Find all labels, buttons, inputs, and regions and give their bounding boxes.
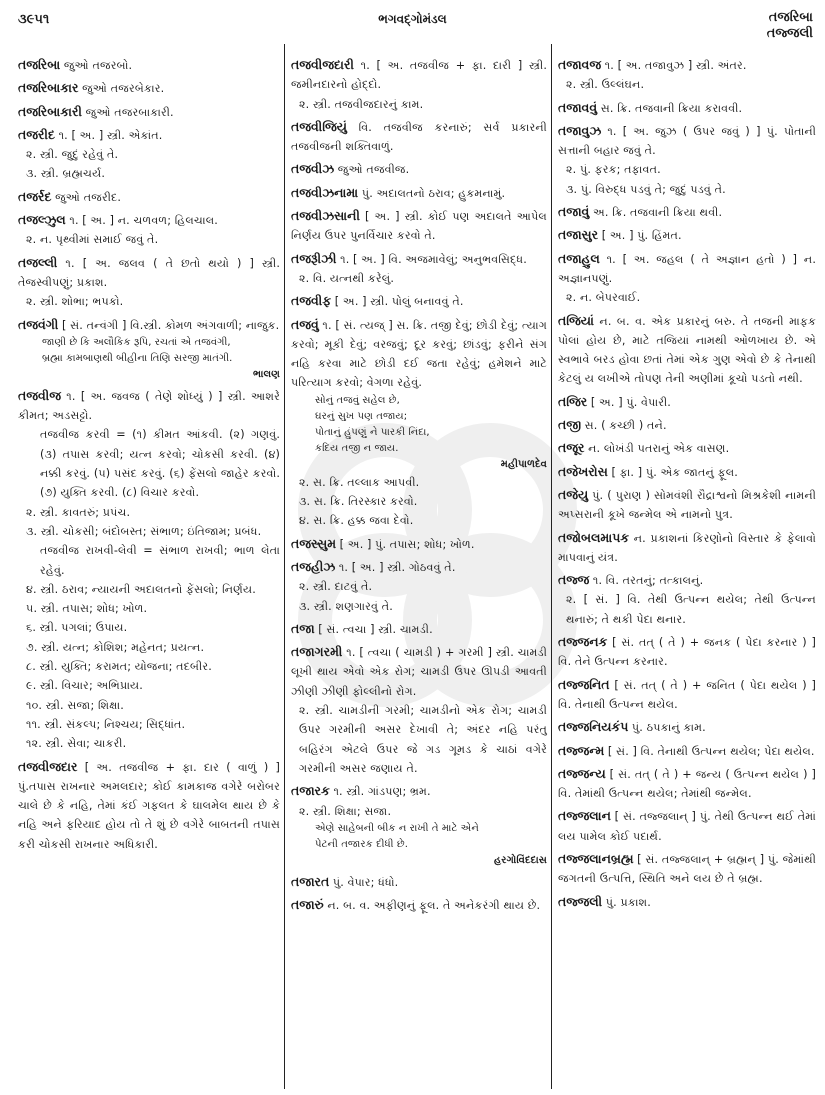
dictionary-entry [558, 850, 816, 889]
entry-text: ૧. [ ત્વચા ( ચામડી ) + ગરમી ] સ્ત્રી. ચામડી લૂખી થાય એવો એક રોગ; ચામડી ઉપર ઊપડી આવતી ઝીણી ઝીણી ફોલ્લીનો રોગ. [291, 646, 547, 698]
entry-sense: ૨. સ્ત્રી. જુદું રહેવું તે. [26, 148, 119, 162]
entry-headword: તજવંગી [18, 317, 59, 332]
entry-sense: ૧૧. સ્ત્રી. સંકલ્પ; નિશ્ચય; સિદ્ધાંત. [26, 717, 186, 731]
dictionary-entry [18, 188, 280, 207]
entry-headword: તજાહુલ [558, 251, 600, 266]
dictionary-entry [291, 292, 547, 311]
entry-definition [558, 893, 816, 912]
entry-definition [558, 393, 816, 412]
dictionary-entry [291, 558, 547, 616]
entry-headword: તજ્જન્મ [558, 743, 605, 758]
entry-definition [558, 807, 816, 846]
dictionary-entry [558, 203, 816, 222]
dictionary-entry [558, 226, 816, 245]
dictionary-entry [291, 873, 547, 892]
dictionary-entry [558, 486, 816, 525]
guide-word-first: તજરિબા [768, 10, 813, 25]
entry-quote-line: કદિય તજી ન જાય. [315, 442, 399, 454]
entry-sense: ૩. સ્ત્રી. શણગારવું તે. [299, 599, 393, 613]
dictionary-columns [0, 56, 825, 1091]
dictionary-entry [558, 122, 816, 199]
entry-definition [558, 633, 816, 672]
entry-headword: તજોબલમાપક [558, 530, 630, 545]
entry-sense: ૨. સ્ત્રી. ચામડીની ગરમી; ચામડીનો એક રોગ; ચામડી ઉપર ગરમીની અસર દેખાવી તે; અંદર નહિ પરંતુ બહિરંગ એટલે ઉપર જે ગડ ગૂમડ કે ચાઠાં વગેરે ગરમીની અસર જણાય તે. [299, 704, 547, 775]
entry-headword: તજ્જલી [558, 894, 603, 909]
entry-sense: ૨. સ્ત્રી. કાવતરું; પ્રપંચ. [26, 505, 131, 519]
entry-text: ન. બ. વ. અફીણનું ફૂલ. તે અનેકરંગી થાય છે. [323, 899, 541, 913]
entry-definition [558, 312, 816, 389]
entry-headword: તજવીઝસાની [291, 209, 360, 224]
entry-text: ૧. [ અ. ] વિ. અજમાવેલું; અનુભવસિદ્ધ. [336, 252, 527, 266]
dictionary-entry [18, 126, 280, 184]
entry-text: [ સં. ત્વચા ] સ્ત્રી. ચામડી. [314, 622, 433, 636]
entry-sense: ૮. સ્ત્રી. યુક્તિ; કરામત; યોજના; તદબીર. [26, 660, 212, 674]
dictionary-entry [558, 571, 816, 629]
entry-sense: ૨. સ્ત્રી. શિક્ષા; સજા. [299, 804, 392, 818]
entry-text: [ સં. તજ્જલાન્ ] પું. તેથી ઉત્પન્ન થઈ તેમાં લય પામેલ કોઈ પદાર્થ. [558, 810, 816, 843]
entry-headword: તજાવું [558, 205, 590, 220]
dictionary-entry [18, 758, 280, 854]
dictionary-entry [558, 633, 816, 672]
entry-quote-line: ઘરનું સુખ પણ તજાય; [315, 410, 408, 422]
dictionary-entry [558, 416, 816, 435]
entry-headword: તજૂર [558, 441, 585, 456]
quote-attribution: મહીપાળદેવ [500, 458, 547, 470]
entry-sense: ૯. સ્ત્રી. વિચાર; અભિપ્રાય. [26, 679, 143, 693]
column-divider [284, 44, 285, 1089]
entry-headword: તજલ્લી [18, 255, 58, 270]
entry-definition [18, 758, 280, 854]
guide-words [767, 10, 813, 42]
entry-sense: ૩. સ્ત્રી. બ્રહ્મચર્ય. [26, 167, 106, 181]
entry-text: ૧. [ અ. તજવીજ + ફા. દારી ] સ્ત્રી. જમીનદારનો હોદ્દો. [291, 59, 547, 92]
entry-text: ૧. [ સં. ત્યજ્ ] સ. ક્રિ. તજી દેવું; છોડી દેવું; ત્યાગ કરવો; મૂકી દેવું; વરજવું; દૂર કરવું; છાંડવું; ફરીને સંગ નહિ કરવા માટે છોડી દઈ જતા રહેવું; હમેશને માટે પરિત્યાગ કરવો; વેગળા રહેવું. [291, 318, 547, 390]
dictionary-entry [558, 676, 816, 715]
entry-text: ૧. [ અ. જલવ ( તે છતો થયો ) ] સ્ત્રી. તેજસ્વીપણું; પ્રકાશ. [18, 256, 280, 289]
entry-sense: ૨. ન. બેપરવાઈ. [566, 291, 641, 305]
entry-definition [18, 56, 280, 75]
entry-headword: તજારક [291, 784, 330, 799]
entry-text: [ અ. ] પું. તપાસ; શોધ; ખોળ. [336, 537, 475, 551]
entry-definition [291, 782, 547, 801]
entry-definition [558, 765, 816, 804]
entry-text: [ સં. ] વિ. તેનાથી ઉત્પન્ન થયેલ; પેદા થયેલ. [604, 744, 815, 758]
guide-word-last: તજ્જલી [766, 26, 813, 41]
entry-sense: ૧૨. સ્ત્રી. સેવા; ચાકરી. [26, 737, 127, 751]
entry-definition [291, 873, 547, 892]
entry-definition [18, 254, 280, 293]
entry-quote-line: પેટની તજારક દીધી છે. [315, 838, 408, 850]
entry-sense: ૨. સ્ત્રી. તજવીજદારનું કામ. [299, 97, 424, 111]
entry-text: ૧. [ અ. તજાવુઝ ] સ્ત્રી. અંતર. [601, 59, 747, 72]
entry-sense: ૨. સ્ત્રી. દાટવું તે. [299, 580, 373, 594]
entry-definition [18, 79, 280, 98]
entry-text: જુઓ તજરબો. [60, 59, 133, 72]
entry-definition [291, 316, 547, 393]
dictionary-entry [291, 896, 547, 915]
entry-definition [291, 620, 547, 639]
entry-headword: તજરિબાકારી [18, 104, 82, 119]
entry-text: ૧. [ અ. જવજ ( તેણે શોધ્યું ) ] સ્ત્રી. આશરે કીમત; અડસટ્ટો. [18, 389, 280, 423]
entry-quote-line: જાણી છે કિ અલૌકિક રૂપિ, રચતાં એ તજવંગી, [42, 336, 231, 348]
entry-sense: ૧૦. સ્ત્રી. સજા; શિક્ષા. [26, 698, 124, 712]
entry-definition [291, 250, 547, 269]
entry-text: પું. ( પુરાણ ) સોમવંશી રૌદ્રાશ્વનો મિશ્રકેશી નામની અપ્સરાની કૂખે જન્મેલ એ નામનો પુત્ર. [558, 488, 816, 522]
dictionary-entry [291, 620, 547, 639]
entry-text: પું. વેપાર; ધંધો. [329, 875, 399, 889]
dictionary-entry [18, 79, 280, 98]
dictionary-entry [291, 316, 547, 531]
entry-quote-line: સોનું તજવું સહેલ છે, [315, 394, 400, 406]
dictionary-entry [291, 56, 547, 114]
entry-definition [558, 529, 816, 568]
entry-text: [ અ. તજવીજ + ફા. દાર ( વાળું ) ] પું.તપાસ રાખનાર અમલદાર; કોઈ કામકાજ વગેરે બરોબર ચાલે છે કે નહિ, તેમાં કંઈ ગફલત કે ઘાલમેલ થાય છે કે નહિ અને ફરિયાદ હોય તો તે શું છે વગેરે બાબતની તપાસ કરી ચોકસી રાખનાર અધિકારી. [18, 760, 280, 851]
entry-text: ૧. સ્ત્રી. ગાંડપણ; ભ્રમ. [329, 785, 431, 799]
entry-headword: તજ્જલાન [558, 809, 611, 824]
entry-text: જુઓ તજરીદ. [51, 190, 122, 204]
dictionary-entry [558, 807, 816, 846]
entry-text: વિ. તજવીજ કરનારું; સર્વ પ્રકારની તજવીજની શક્તિવાળું. [291, 120, 547, 154]
entry-sense: ૨. [ સં. ] વિ. તેથી ઉત્પન્ન થયેલ; તેથી ઉત્પન્ન થનારું; તે થકી પેદા થનાર. [566, 593, 816, 626]
entry-sense: ૬. સ્ત્રી. પગલાં; ઉપાય. [26, 621, 128, 635]
entry-definition [291, 207, 547, 246]
entry-definition [558, 56, 816, 75]
entry-sense: ૨. સ્ત્રી. શોભા; ભપકો. [26, 295, 124, 309]
entry-definition [291, 118, 547, 157]
entry-text: જુઓ તજરબેકાર. [78, 82, 165, 96]
dictionary-entry [558, 439, 816, 458]
dictionary-entry [558, 312, 816, 389]
entry-definition [18, 103, 280, 122]
entry-sense: ૨. વિ. યત્નથી કરેલું. [299, 271, 394, 285]
entry-definition [291, 184, 547, 203]
entry-headword: તજ્જનિયકંપ [558, 720, 629, 735]
entry-text: [ સં. તત્ ( તે ) + જન્ય ( ઉત્પન્ન થયેલ ) ] વિ. તેમાંથી ઉત્પન્ન થયેલ; તેમાંથી જન્મેલ. [558, 767, 816, 801]
dictionary-entry [18, 103, 280, 122]
dictionary-entry [18, 56, 280, 75]
dictionary-entry [18, 316, 280, 383]
entry-definition [291, 160, 547, 179]
entry-text: [ ફા. ] પું. એક જાતનું ફૂલ. [607, 465, 738, 479]
entry-quote-line: બ્રહ્મા કામબાણથી બીહીના તિણિ સરજી માતંગી. [42, 352, 233, 364]
entry-usage: તજવીજ કરવી = (૧) કીમત આંકવી. (૨) ગણવું. (૩) તપાસ કરવી; યત્ન કરવો; ચોકસી કરવી. (૪) નક્કી કરવું. (૫) પસંદ કરવું. (૬) ફેંસલો જાહેર કરવો. (૭) યુક્તિ કરવી. (૮) વિચાર કરવો. [40, 428, 280, 500]
dictionary-entry [291, 184, 547, 203]
entry-headword: તજી [558, 418, 581, 433]
entry-headword: તજરિબા [18, 58, 61, 72]
entry-text: ૧. [ અ. ] સ્ત્રી. એકાંત. [54, 128, 163, 142]
entry-sense: ૩. સ્ત્રી. ચોકસી; બંદોબસ્ત; સંભાળ; ઇંતિજામ; પ્રબંધ. [26, 524, 262, 538]
entry-definition [558, 203, 816, 222]
entry-headword: તજારત [291, 874, 330, 889]
entry-definition [18, 316, 280, 335]
entry-sense: ૫. સ્ત્રી. તપાસ; શોધ; ખોળ. [26, 602, 148, 616]
column-1 [18, 56, 280, 858]
entry-definition [18, 387, 280, 426]
page-header [0, 0, 825, 48]
entry-headword: તજેયુ [558, 487, 589, 502]
entry-text: સ. ( કચ્છી ) તને. [580, 419, 667, 433]
entry-text: જુઓ તજવીજ. [334, 163, 410, 177]
entry-definition [291, 56, 547, 95]
entry-text: [ સં. તજ્જલાન્ + બ્રહ્મન્ ] પું. જેમાંથી જગતની ઉત્પત્તિ, સ્થિતિ અને લય છે તે બ્રહ્મ. [558, 852, 816, 886]
entry-headword: તજવીઝનામા [291, 185, 359, 200]
dictionary-entry [291, 535, 547, 554]
entry-definition [558, 122, 816, 161]
dictionary-entry [18, 254, 280, 312]
entry-text: પું. અદાલતનો ઠરાવ; હુકમનામું. [358, 186, 506, 200]
entry-headword: તજ્જનિત [558, 677, 610, 692]
entry-definition [558, 226, 816, 245]
entry-headword: તજેખરોસ [558, 464, 608, 479]
entry-definition [18, 188, 280, 207]
entry-headword: તજ્જ [558, 573, 590, 588]
entry-text: પું. ઠપકાનું કામ. [628, 721, 706, 735]
entry-definition [558, 742, 816, 761]
entry-headword: તજરિબાકાર [18, 81, 79, 96]
entry-text: ૧. [ અ. જુઝ ( ઉપર જવું ) ] પું. પોતાની સત્તાની બહાર જવું તે. [558, 124, 816, 158]
dictionary-entry [558, 56, 816, 95]
entry-headword: તજવીઝ [291, 162, 335, 177]
entry-quote-line: પોતાનું હુંપણું ને પારકી નિંદા, [315, 426, 430, 438]
entry-headword: તજવીજ [18, 388, 61, 403]
entry-text: ૧. [ અ. ] ન. ચળવળ; હિલચાલ. [65, 214, 218, 228]
entry-definition [291, 896, 547, 915]
dictionary-entry [558, 463, 816, 482]
entry-quote-line: એણે સાહેબની બીક ન રાખી તે માટે એને [315, 822, 479, 834]
dictionary-entry [558, 765, 816, 804]
entry-text: ન. લોખંડી પતરાનું એક વાસણ. [584, 442, 730, 456]
entry-headword: તજ્જન્ય [558, 766, 606, 781]
entry-text: ૧. [ અ. જહલ ( તે અજ્ઞાન હતો ) ] ન. અજ્ઞાનપણું. [558, 252, 816, 285]
entry-sense: ૪. સ. ક્રિ. હક્ક જવા દેવો. [299, 514, 414, 528]
entry-definition [558, 463, 816, 482]
entry-definition [18, 211, 280, 230]
entry-headword: તજરીદ [18, 127, 55, 142]
entry-headword: તજારું [291, 898, 324, 913]
entry-sense: ૨. ન. પૃથ્વીમાં સમાઈ જવું તે. [26, 233, 159, 247]
entry-headword: તજવીજદારી [291, 58, 354, 72]
column-2 [291, 56, 547, 919]
entry-headword: તજાવજ [558, 58, 602, 72]
entry-headword: તજિયાં [558, 313, 594, 328]
dictionary-entry [558, 99, 816, 118]
entry-definition [558, 850, 816, 889]
entry-sense: ૪. સ્ત્રી. ઠરાવ; ન્યાયની અદાલતનો ફેંસલો; નિર્ણય. [26, 582, 256, 596]
entry-sense: ૩. પું. વિરુદ્ધ પડવું તે; જુદું પડવું તે. [566, 182, 726, 196]
entry-headword: તજરૂીઝી [291, 251, 337, 266]
column-divider [551, 44, 552, 1089]
dictionary-entry [558, 742, 816, 761]
quote-attribution: હરગોવિંદદાસ [494, 854, 547, 866]
dictionary-entry [558, 529, 816, 568]
dictionary-entry [18, 387, 280, 754]
dictionary-entry [291, 782, 547, 869]
entry-headword: તજાવુઝ [558, 123, 602, 138]
entry-sense: ૨. પું. ફરક; તફાવત. [566, 163, 661, 177]
entry-headword: તજવીફ [291, 294, 332, 309]
entry-headword: તજ્જલાનબ્રહ્મ [558, 851, 634, 866]
entry-headword: તજલ્ઝુલ [18, 213, 66, 228]
dictionary-entry [18, 211, 280, 250]
entry-text: [ અ. ] સ્ત્રી. પોલું બનાવવું તે. [331, 295, 464, 309]
entry-definition [558, 416, 816, 435]
entry-sense: ૨. સ. ક્રિ. તલ્લાક આપવી. [299, 475, 420, 489]
entry-text: ૧. [ અ. ] સ્ત્રી. ગોઠવવું તે. [335, 560, 456, 574]
entry-headword: તજાવવું [558, 100, 598, 115]
entry-headword: તજાસુર [558, 228, 599, 243]
entry-definition [291, 643, 547, 701]
entry-text: [ સં. તત્ ( તે ) + જનક ( પેદા કરનાર ) ] વિ. તેને ઉત્પન્ન કરનાર. [558, 636, 816, 669]
entry-sense: ૩. સ. ક્રિ. તિરસ્કાર કરવો. [299, 495, 418, 509]
entry-headword: તજા [291, 621, 315, 636]
quote-attribution: ભાલણ [252, 368, 280, 380]
dictionary-entry [291, 160, 547, 179]
entry-text: [ અ. ] સ્ત્રી. કોઈ પણ અદાલતે આપેલ નિર્ણય ઉપર પુનર્વિચાર કરવો તે. [291, 210, 547, 243]
dictionary-entry [558, 718, 816, 737]
entry-text: [ સં. તન્વંગી ] વિ.સ્ત્રી. કોમળ અંગવાળી; નાજુક. [58, 318, 280, 332]
entry-definition [558, 676, 816, 715]
entry-headword: તજસ્સુમ [291, 536, 337, 551]
entry-headword: તજહીઝ [291, 559, 336, 574]
entry-headword: તજ્જનક [558, 635, 608, 650]
dictionary-entry [291, 118, 547, 157]
entry-usage: તજવીજ રાખવી-લેવી = સંભાળ રાખવી; ભાળ લેતા રહેવું. [40, 544, 280, 577]
entry-headword: તજાગરમી [291, 645, 343, 660]
dictionary-entry [291, 643, 547, 778]
entry-definition [558, 439, 816, 458]
entry-text: ન. પ્રકાશનાં કિરણોનો વિસ્તાર કે ફેલાવો માપવાનું યંત્ર. [558, 531, 816, 564]
entry-definition [558, 718, 816, 737]
entry-definition [558, 571, 816, 590]
entry-headword: તજવીજિયું [291, 119, 347, 134]
column-3 [558, 56, 816, 916]
dictionary-entry [558, 250, 816, 308]
entry-sense: ૨. સ્ત્રી. ઉલ્લંઘન. [566, 78, 645, 92]
entry-text: ન. બ. વ. એક પ્રકારનું બરુ. તે તજની માફક પોલાં હોય છે, માટે તજિયાં નામથી ઓળખાય છે. એ સ્વભાવે બરડ હોવા છતાં તેમાં એક ગુણ એવો છે કે તેનાથી કેટલું ય લખીએ તોપણ તેની અણીમાં કૂચો પડતો નથી. [558, 314, 816, 386]
entry-definition [558, 486, 816, 525]
entry-headword: તજવું [291, 317, 319, 332]
dictionary-entry [291, 250, 547, 289]
entry-text: [ અ. ] પું. વેપારી. [587, 395, 671, 409]
dictionary-entry [558, 393, 816, 412]
entry-definition [291, 292, 547, 311]
entry-text: [ સં. તત્ ( તે ) + જનિત ( પેદા થયેલ ) ] વિ. તેનાથી ઉત્પન્ન થયેલ. [558, 678, 816, 711]
entry-definition [291, 535, 547, 554]
entry-definition [291, 558, 547, 577]
dictionary-entry [558, 893, 816, 912]
entry-definition [18, 126, 280, 145]
entry-text: જુઓ તજરબાકારી. [81, 105, 174, 119]
entry-definition [558, 250, 816, 289]
entry-headword: તજવીજદાર [18, 759, 78, 774]
entry-headword: તજિર [558, 394, 588, 409]
dictionary-entry [291, 207, 547, 246]
entry-text: અ. ક્રિ. તજવાની ક્રિયા થવી. [589, 206, 723, 220]
entry-text: ૧. વિ. તરતનું; તત્કાલનું. [589, 574, 704, 588]
entry-text: પું. પ્રકાશ. [602, 895, 651, 909]
entry-text: [ અ. ] પું. હિંમત. [598, 229, 682, 243]
entry-sense: ૭. સ્ત્રી. યત્ન; કોશિશ; મહેનત; પ્રયત્ન. [26, 640, 205, 654]
entry-text: સ. ક્રિ. તજવાની ક્રિયા કરાવવી. [597, 101, 743, 115]
book-title: ભગવદ્ગોમંડલ [378, 12, 447, 26]
entry-definition [558, 99, 816, 118]
page-number: ૩૯૫૧ [18, 12, 50, 27]
entry-headword: તજર્રદ [18, 189, 52, 204]
